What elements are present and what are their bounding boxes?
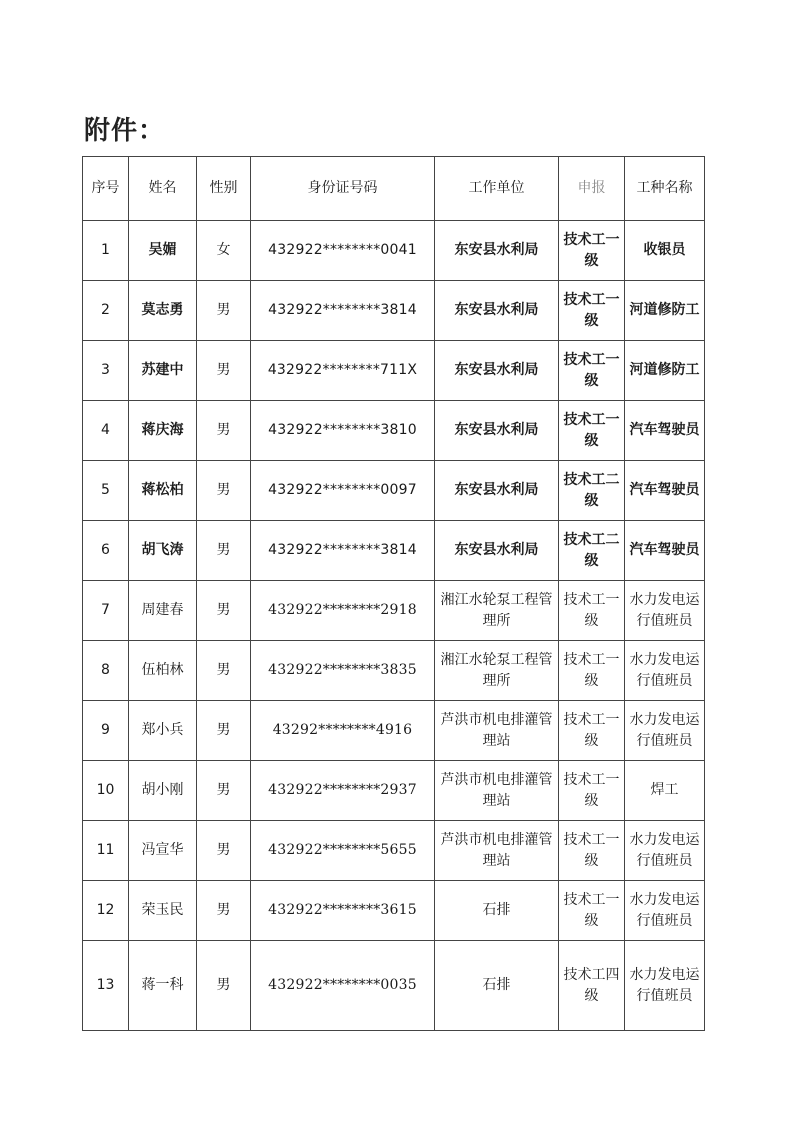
cell-level: 技术工二级 [559,461,625,521]
cell-unit: 东安县水利局 [435,221,559,281]
cell-trade: 焊工 [625,761,705,821]
cell-no: 6 [83,521,129,581]
cell-no: 12 [83,881,129,941]
cell-id: 432922********0097 [251,461,435,521]
cell-unit: 东安县水利局 [435,461,559,521]
cell-level: 技术工一级 [559,701,625,761]
col-header-no: 序号 [83,157,129,221]
table-row [83,221,705,281]
cell-trade: 水力发电运行值班员 [625,881,705,941]
cell-id: 432922********3615 [251,881,435,941]
cell-unit: 东安县水利局 [435,341,559,401]
table-row [83,401,705,461]
cell-name: 蒋松柏 [129,461,197,521]
cell-gender: 男 [197,881,251,941]
cell-trade: 汽车驾驶员 [625,461,705,521]
cell-no: 7 [83,581,129,641]
table-row [83,761,705,821]
col-header-trade: 工种名称 [625,157,705,221]
cell-id: 432922********2918 [251,581,435,641]
cell-gender: 男 [197,281,251,341]
table-row [83,941,705,1031]
cell-unit: 东安县水利局 [435,521,559,581]
cell-unit: 石排 [435,881,559,941]
table-row [83,461,705,521]
cell-trade: 水力发电运行值班员 [625,581,705,641]
cell-name: 蒋一科 [129,941,197,1031]
cell-name: 胡小刚 [129,761,197,821]
cell-gender: 男 [197,401,251,461]
cell-id: 43292********4916 [251,701,435,761]
col-header-level: 申报 [559,157,625,221]
cell-gender: 男 [197,581,251,641]
table-row [83,821,705,881]
cell-no: 13 [83,941,129,1031]
cell-gender: 男 [197,821,251,881]
cell-name: 周建春 [129,581,197,641]
header-row [83,157,705,221]
cell-unit: 湘江水轮泵工程管理所 [435,641,559,701]
cell-no: 8 [83,641,129,701]
cell-id: 432922********0041 [251,221,435,281]
cell-trade: 水力发电运行值班员 [625,821,705,881]
cell-name: 莫志勇 [129,281,197,341]
cell-trade: 收银员 [625,221,705,281]
cell-level: 技术工一级 [559,821,625,881]
cell-unit: 芦洪市机电排灌管理站 [435,701,559,761]
cell-id: 432922********711X [251,341,435,401]
cell-level: 技术工一级 [559,281,625,341]
cell-unit: 石排 [435,941,559,1031]
cell-level: 技术工一级 [559,401,625,461]
cell-level: 技术工一级 [559,641,625,701]
cell-no: 3 [83,341,129,401]
cell-id: 432922********3814 [251,281,435,341]
cell-gender: 男 [197,521,251,581]
cell-level: 技术工一级 [559,881,625,941]
cell-trade: 河道修防工 [625,281,705,341]
cell-name: 吴媚 [129,221,197,281]
cell-gender: 男 [197,461,251,521]
cell-name: 胡飞涛 [129,521,197,581]
cell-id: 432922********3810 [251,401,435,461]
cell-gender: 女 [197,221,251,281]
cell-unit: 东安县水利局 [435,281,559,341]
attachment-heading: 附件： [84,116,166,146]
table-row [83,701,705,761]
table-row [83,281,705,341]
cell-name: 冯宣华 [129,821,197,881]
cell-trade: 水力发电运行值班员 [625,701,705,761]
col-header-name: 姓名 [129,157,197,221]
cell-name: 蒋庆海 [129,401,197,461]
cell-no: 10 [83,761,129,821]
cell-no: 5 [83,461,129,521]
cell-id: 432922********0035 [251,941,435,1031]
cell-no: 11 [83,821,129,881]
cell-level: 技术工一级 [559,341,625,401]
cell-name: 荣玉民 [129,881,197,941]
cell-trade: 汽车驾驶员 [625,521,705,581]
cell-trade: 汽车驾驶员 [625,401,705,461]
cell-name: 苏建中 [129,341,197,401]
cell-no: 9 [83,701,129,761]
col-header-id: 身份证号码 [251,157,435,221]
cell-gender: 男 [197,641,251,701]
table-row [83,521,705,581]
cell-trade: 河道修防工 [625,341,705,401]
cell-gender: 男 [197,761,251,821]
cell-id: 432922********3835 [251,641,435,701]
cell-unit: 芦洪市机电排灌管理站 [435,761,559,821]
personnel-table [82,156,705,1031]
cell-trade: 水力发电运行值班员 [625,941,705,1031]
cell-no: 4 [83,401,129,461]
cell-id: 432922********3814 [251,521,435,581]
cell-id: 432922********5655 [251,821,435,881]
cell-gender: 男 [197,941,251,1031]
cell-unit: 湘江水轮泵工程管理所 [435,581,559,641]
cell-name: 伍柏林 [129,641,197,701]
cell-unit: 东安县水利局 [435,401,559,461]
col-header-gender: 性别 [197,157,251,221]
cell-level: 技术工一级 [559,761,625,821]
cell-no: 2 [83,281,129,341]
cell-level: 技术工一级 [559,581,625,641]
cell-level: 技术工四级 [559,941,625,1031]
cell-level: 技术工一级 [559,221,625,281]
cell-id: 432922********2937 [251,761,435,821]
cell-no: 1 [83,221,129,281]
cell-gender: 男 [197,341,251,401]
cell-level: 技术工二级 [559,521,625,581]
cell-unit: 芦洪市机电排灌管理站 [435,821,559,881]
table-row [83,641,705,701]
table-row [83,881,705,941]
cell-gender: 男 [197,701,251,761]
cell-trade: 水力发电运行值班员 [625,641,705,701]
col-header-unit: 工作单位 [435,157,559,221]
table-row [83,341,705,401]
cell-name: 郑小兵 [129,701,197,761]
table-row [83,581,705,641]
